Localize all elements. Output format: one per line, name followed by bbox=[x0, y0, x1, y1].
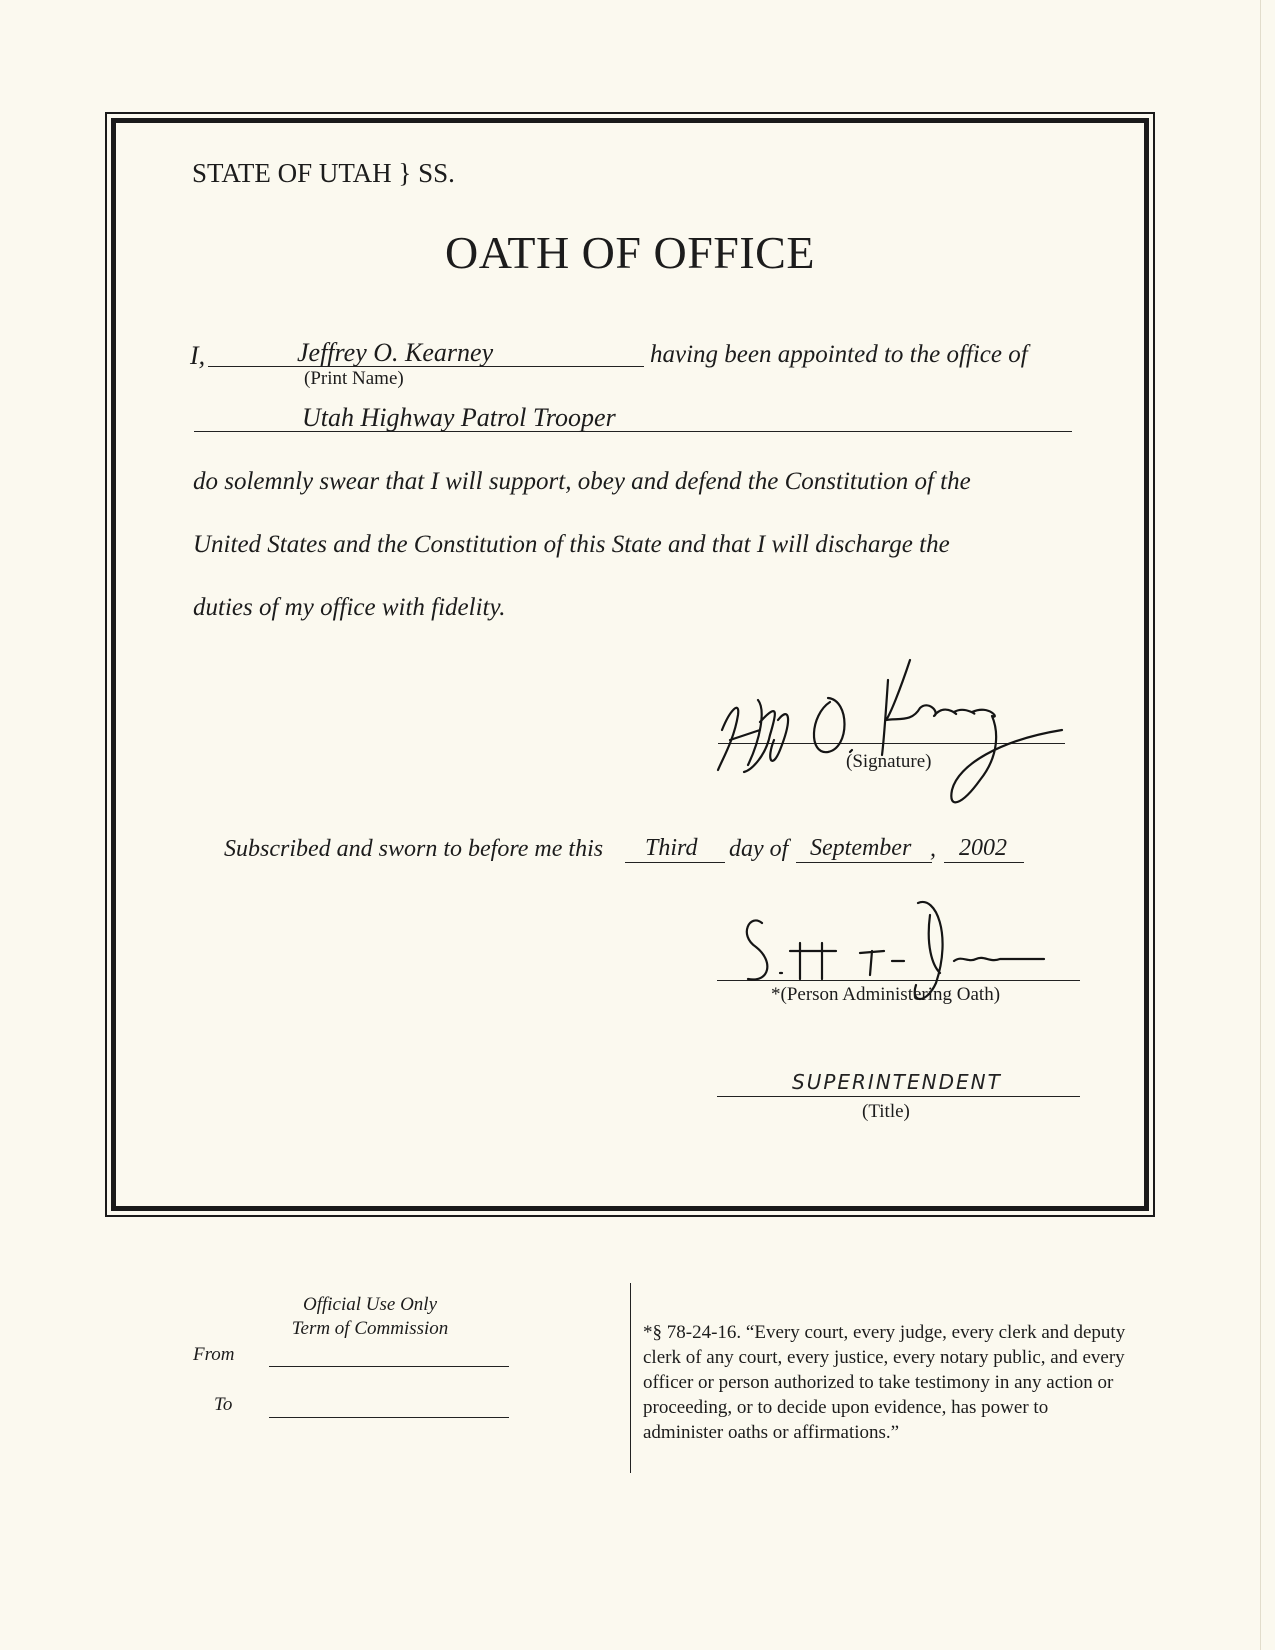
title-caption: (Title) bbox=[862, 1101, 910, 1122]
month-underline bbox=[796, 862, 932, 863]
name-prefix: I, bbox=[190, 341, 206, 370]
term-of-commission-heading: Term of Commission bbox=[291, 1318, 449, 1339]
appointed-text: having been appointed to the office of bbox=[650, 341, 1028, 368]
state-venue-line: STATE OF UTAH } SS. bbox=[192, 158, 455, 188]
oath-body-line-3: duties of my office with fidelity. bbox=[193, 594, 506, 621]
oath-taker-signature bbox=[700, 660, 1070, 830]
office-name: Utah Highway Patrol Trooper bbox=[302, 403, 616, 432]
administrator-caption: *(Person Administering Oath) bbox=[771, 984, 1001, 1005]
from-underline bbox=[269, 1366, 509, 1367]
sworn-day: Third bbox=[645, 835, 698, 861]
to-label: To bbox=[214, 1394, 233, 1415]
from-label: From bbox=[193, 1344, 235, 1365]
title-underline bbox=[717, 1096, 1080, 1097]
sworn-month: September bbox=[810, 835, 912, 861]
bottom-divider bbox=[630, 1283, 631, 1473]
sworn-year: 2002 bbox=[959, 835, 1007, 861]
oath-body-line-1: do solemnly swear that I will support, obey and defend the Constitution of the bbox=[193, 468, 971, 495]
to-underline bbox=[269, 1417, 509, 1418]
sworn-prefix: Subscribed and sworn to before me this bbox=[224, 836, 604, 862]
oath-body-line-2: United States and the Constitution of this State and that I will discharge the bbox=[193, 531, 950, 558]
print-name-caption: (Print Name) bbox=[304, 368, 404, 389]
administrator-title-handwritten: SUPERINTENDENT bbox=[792, 1070, 1002, 1094]
official-use-heading: Official Use Only bbox=[302, 1294, 438, 1315]
printed-name: Jeffrey O. Kearney bbox=[297, 338, 494, 367]
day-underline bbox=[625, 862, 725, 863]
day-of-text: day of bbox=[729, 836, 789, 862]
document-title: OATH OF OFFICE bbox=[445, 227, 815, 278]
page-edge bbox=[1260, 0, 1261, 1650]
signature-caption: (Signature) bbox=[846, 751, 932, 772]
date-comma: , bbox=[930, 836, 936, 862]
statute-footnote: *§ 78-24-16. “Every court, every judge, every clerk and deputy clerk of any court, every justice, every notary public, and every officer or person authorized to take testimony in any action or proceeding, or to decide upon evidence, has power to administer oaths or affirmations.” bbox=[643, 1322, 1126, 1443]
year-underline bbox=[944, 862, 1024, 863]
